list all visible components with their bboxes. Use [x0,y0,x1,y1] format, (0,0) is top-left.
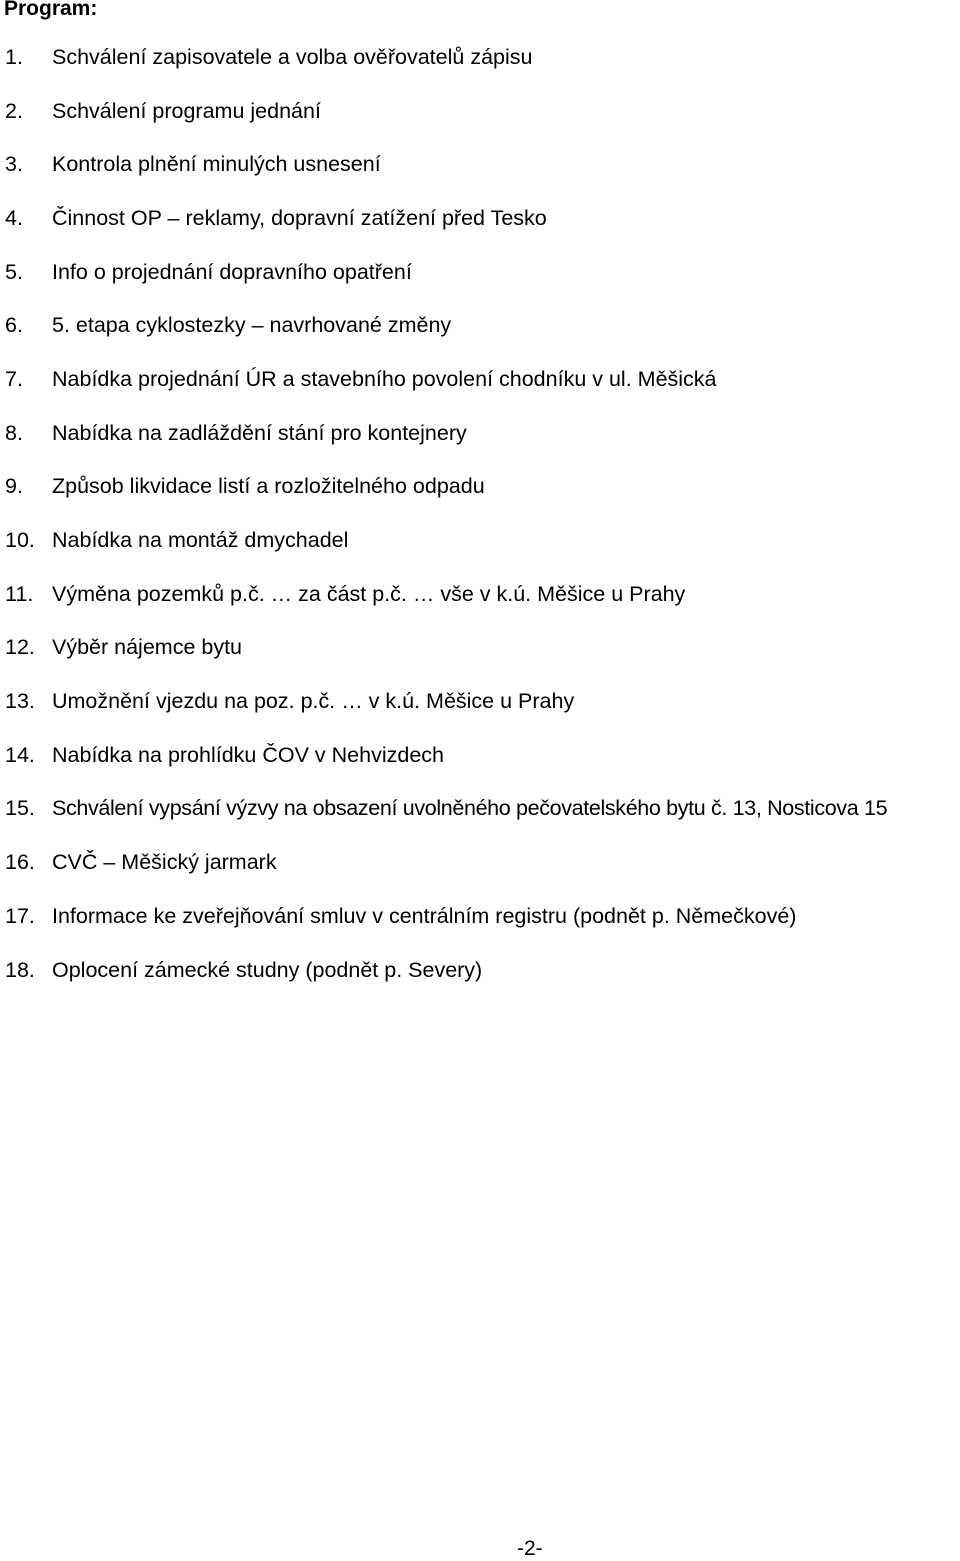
agenda-item-text: Schválení zapisovatele a volba ověřovatelů zápisu [52,44,533,69]
agenda-item [0,191,960,245]
agenda-item-number: 10. [5,528,35,553]
agenda-item-number: 3. [5,152,23,177]
agenda-item-text: Umožnění vjezdu na poz. p.č. … v k.ú. Měšice u Prahy [52,689,575,714]
agenda-item-text: Nabídka projednání ÚR a stavebního povolení chodníku v ul. Měšická [52,366,717,391]
agenda-item-number: 8. [5,420,23,445]
agenda-item-text: Schválení vypsání výzvy na obsazení uvolněného pečovatelského bytu č. 13, Nosticova 15 [52,796,888,821]
agenda-item-text: Schválení programu jednání [52,98,321,123]
agenda-item-number: 4. [5,205,23,230]
page-number: -2- [517,1537,543,1560]
agenda-item [0,137,960,191]
agenda-item-number: 15. [5,796,35,821]
agenda-item [0,943,960,997]
agenda-item [0,245,960,299]
agenda-item-number: 13. [5,689,35,714]
agenda-item-number: 7. [5,366,23,391]
agenda-item-number: 1. [5,44,23,69]
agenda-item-text: CVČ – Měšický jarmark [52,850,277,875]
agenda-item [0,352,960,406]
agenda-item-number: 12. [5,635,35,660]
agenda-item-text: Oplocení zámecké studny (podnět p. Severy) [52,957,483,982]
agenda-item [0,30,960,84]
agenda-item-number: 5. [5,259,23,284]
agenda-item-text: 5. etapa cyklostezky – navrhované změny [52,313,452,338]
agenda-item [0,835,960,889]
agenda-item-number: 9. [5,474,23,499]
agenda-list [0,30,960,996]
agenda-item [0,782,960,836]
agenda-item-text: Výměna pozemků p.č. … za část p.č. … vše v k.ú. Měšice u Prahy [52,581,686,606]
agenda-item-text: Výběr nájemce bytu [52,635,243,660]
agenda-item-number: 17. [5,903,35,928]
agenda-item [0,298,960,352]
agenda-item [0,674,960,728]
agenda-item-text: Nabídka na montáž dmychadel [52,528,349,553]
agenda-item [0,513,960,567]
agenda-item-number: 2. [5,98,23,123]
agenda-item-number: 16. [5,850,35,875]
program-heading: Program: [4,0,98,20]
agenda-item-text: Činnost OP – reklamy, dopravní zatížení před Tesko [52,205,547,230]
agenda-item [0,460,960,514]
agenda-item [0,621,960,675]
agenda-item-text: Způsob likvidace listí a rozložitelného odpadu [52,474,485,499]
agenda-item-text: Kontrola plnění minulých usnesení [52,152,381,177]
agenda-item-text: Nabídka na prohlídku ČOV v Nehvizdech [52,742,444,767]
agenda-item-number: 6. [5,313,23,338]
agenda-item [0,728,960,782]
agenda-item [0,406,960,460]
agenda-item [0,84,960,138]
agenda-item-number: 18. [5,957,35,982]
agenda-item-text: Nabídka na zadláždění stání pro kontejnery [52,420,467,445]
agenda-item-number: 11. [5,581,34,606]
agenda-item [0,567,960,621]
agenda-item-text: Informace ke zveřejňování smluv v centrálním registru (podnět p. Němečkové) [52,903,797,928]
agenda-item-text: Info o projednání dopravního opatření [52,259,412,284]
agenda-item-number: 14. [5,742,35,767]
agenda-item [0,889,960,943]
